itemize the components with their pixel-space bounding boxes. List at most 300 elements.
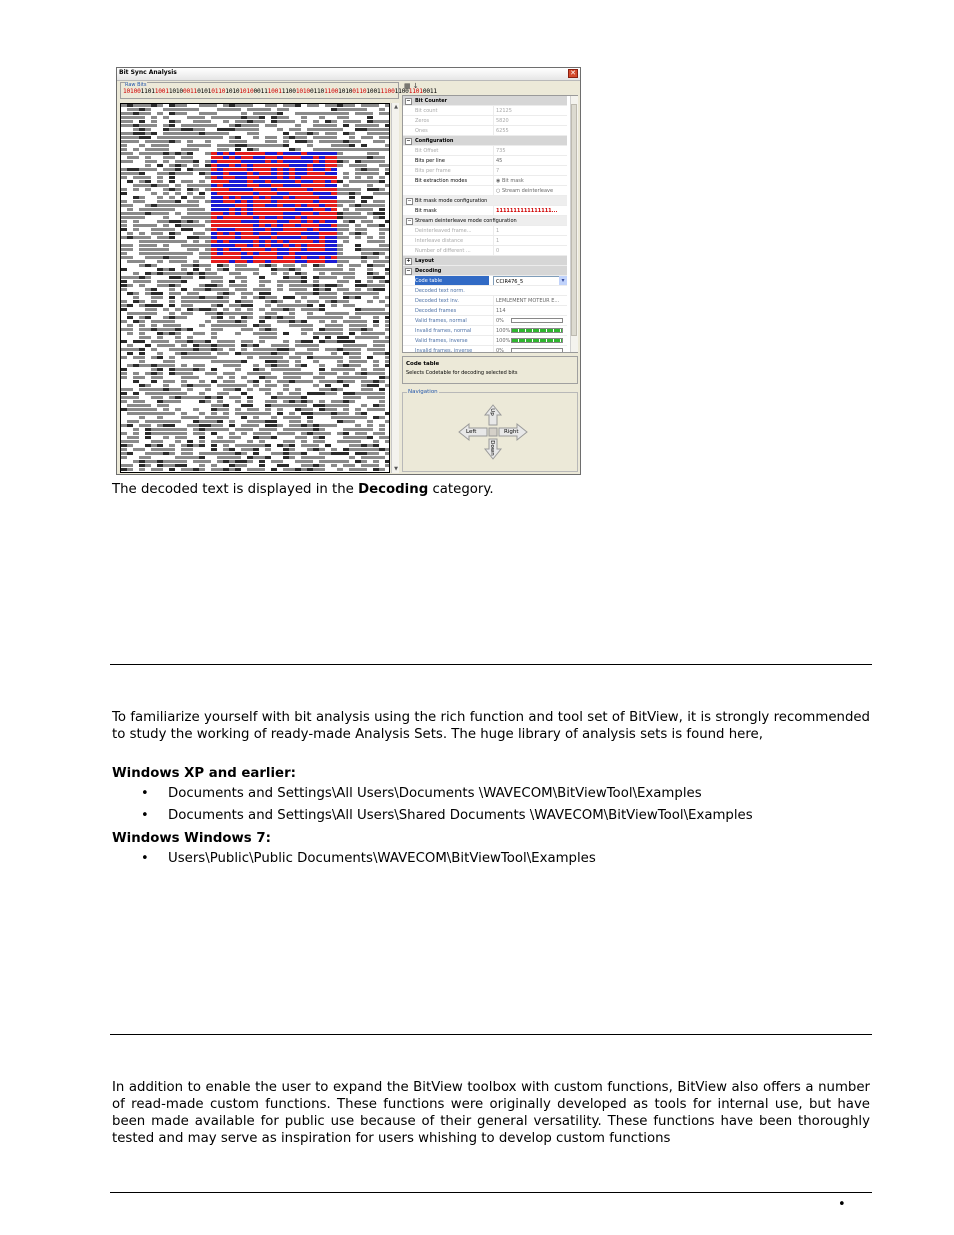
bit-cell xyxy=(325,300,331,303)
bit-cell xyxy=(271,272,277,275)
bit-cell xyxy=(199,208,205,211)
bit-cell xyxy=(187,160,193,163)
nav-left-button[interactable]: Left xyxy=(466,429,477,435)
raw-bits-group xyxy=(120,82,437,99)
bit-cell xyxy=(325,384,331,387)
bit-cell xyxy=(235,112,241,115)
bit-cell xyxy=(385,236,389,239)
bit-cell xyxy=(181,216,187,219)
bit-cell xyxy=(295,168,301,171)
bit-cell xyxy=(367,276,373,279)
bit-cell xyxy=(169,424,175,427)
bit-cell xyxy=(319,332,325,335)
bit-cell xyxy=(163,308,169,311)
bit-cell xyxy=(271,228,277,231)
bit-cell xyxy=(199,156,205,159)
bit-cell xyxy=(355,248,361,251)
bit-cell xyxy=(343,428,349,431)
property-grid xyxy=(402,95,578,353)
property-name: Bit Counter xyxy=(415,98,448,104)
bit-cell xyxy=(205,340,211,343)
bit-cell xyxy=(259,176,265,179)
bit-cell xyxy=(253,448,259,451)
bit-cell xyxy=(271,428,277,431)
bit-cell xyxy=(211,176,217,179)
bit-cell xyxy=(205,188,211,191)
bit-cell xyxy=(127,372,133,375)
property-grid-scrollbar[interactable] xyxy=(570,96,578,352)
bit-cell xyxy=(127,268,133,271)
bit-cell xyxy=(343,432,349,435)
bit-cell xyxy=(235,196,241,199)
bit-cell xyxy=(277,264,283,267)
nav-down-button[interactable]: Down xyxy=(488,440,495,456)
bit-cell xyxy=(157,264,163,267)
bit-cell xyxy=(265,144,271,147)
bit-cell xyxy=(343,132,349,135)
bit-cell xyxy=(253,228,259,231)
frame-ratio-bar xyxy=(511,348,563,353)
bit-cell xyxy=(325,388,331,391)
property-value[interactable]: CCIR476_5 xyxy=(493,276,567,286)
collapse-icon[interactable]: − xyxy=(406,138,411,144)
bit-cell xyxy=(337,128,343,131)
categorized-icon[interactable]: ▦ xyxy=(404,82,411,90)
bit-cell xyxy=(271,112,277,115)
bit-cell xyxy=(247,140,253,143)
bit-cell xyxy=(229,400,235,403)
bit-cell xyxy=(319,392,325,395)
property-category[interactable] xyxy=(403,256,567,266)
bit-cell xyxy=(355,116,361,119)
bit-cell xyxy=(241,296,247,299)
property-category[interactable] xyxy=(403,266,567,276)
bit-cell xyxy=(355,356,361,359)
property-row[interactable] xyxy=(403,126,567,136)
property-name: Decoding xyxy=(415,268,442,274)
bit-cell xyxy=(253,256,259,259)
bit-cell xyxy=(355,304,361,307)
property-value[interactable]: 5820 xyxy=(493,116,567,126)
bit-cell xyxy=(139,132,145,135)
raw-bits-segment: 1100 xyxy=(380,88,395,95)
bit-cell xyxy=(385,164,389,167)
property-row[interactable] xyxy=(403,306,567,316)
bit-cell xyxy=(157,192,163,195)
scrollbar-thumb[interactable] xyxy=(571,104,577,336)
bit-cell xyxy=(331,440,337,443)
bit-cell xyxy=(163,388,169,391)
bit-cell xyxy=(319,144,325,147)
bit-cell xyxy=(253,260,259,263)
property-row[interactable] xyxy=(403,146,567,156)
bit-cell xyxy=(295,324,301,327)
bit-cell xyxy=(361,136,367,139)
property-category[interactable] xyxy=(403,96,567,106)
bit-cell xyxy=(331,300,337,303)
bit-cell xyxy=(271,444,277,447)
bit-cell xyxy=(199,128,205,131)
bit-cell xyxy=(193,260,199,263)
bit-cell xyxy=(169,104,175,107)
bit-cell xyxy=(211,304,217,307)
property-row[interactable] xyxy=(403,336,567,346)
bit-cell xyxy=(139,180,145,183)
bit-cell xyxy=(217,356,223,359)
property-row[interactable] xyxy=(403,116,567,126)
bit-cell xyxy=(217,468,223,471)
property-row[interactable] xyxy=(403,186,567,196)
bit-cell xyxy=(277,240,283,243)
bit-cell xyxy=(211,224,217,227)
bit-cell xyxy=(253,288,259,291)
bit-cell xyxy=(163,464,169,467)
bit-cell xyxy=(337,440,343,443)
bit-cell xyxy=(151,380,157,383)
bit-cell xyxy=(343,344,349,347)
bit-cell xyxy=(265,184,271,187)
bit-cell xyxy=(283,308,289,311)
bit-cell xyxy=(187,280,193,283)
alphabetical-icon[interactable]: ↓ xyxy=(412,82,419,90)
bit-cell xyxy=(199,220,205,223)
property-category[interactable] xyxy=(403,216,567,226)
bit-cell xyxy=(331,120,337,123)
bit-cell xyxy=(331,356,337,359)
window-title: Bit Sync Analysis xyxy=(119,69,177,76)
property-value[interactable]: ○ Stream deinterleave xyxy=(493,186,567,196)
bit-cell xyxy=(223,444,229,447)
property-value[interactable]: ◉ Bit mask xyxy=(493,176,567,186)
bit-cell xyxy=(301,272,307,275)
property-row[interactable] xyxy=(403,296,567,306)
scroll-up-icon[interactable]: ▲ xyxy=(394,104,398,110)
bit-cell xyxy=(271,296,277,299)
bit-cell xyxy=(211,300,217,303)
bit-cell xyxy=(247,428,253,431)
bit-cell xyxy=(379,216,385,219)
property-value[interactable]: 735 xyxy=(493,146,567,156)
bit-cell xyxy=(301,216,307,219)
bit-cell xyxy=(235,404,241,407)
bit-cell xyxy=(361,300,367,303)
bit-cell xyxy=(301,132,307,135)
bit-cell xyxy=(319,428,325,431)
bit-cell xyxy=(217,240,223,243)
bit-cell xyxy=(235,456,241,459)
bit-cell xyxy=(295,428,301,431)
bit-cell xyxy=(295,140,301,143)
property-value[interactable]: 0% xyxy=(493,346,567,353)
bit-cell xyxy=(127,224,133,227)
bit-cell xyxy=(181,160,187,163)
bit-cell xyxy=(205,448,211,451)
property-row[interactable] xyxy=(403,206,567,216)
bit-cell xyxy=(223,284,229,287)
bit-cell xyxy=(223,116,229,119)
bit-cell xyxy=(379,108,385,111)
bit-cell xyxy=(157,336,163,339)
bit-cell xyxy=(205,436,211,439)
bit-cell xyxy=(217,136,223,139)
bit-cell xyxy=(307,432,313,435)
property-value[interactable]: 6255 xyxy=(493,126,567,136)
bit-cell xyxy=(385,212,389,215)
bit-cell xyxy=(193,440,199,443)
bit-cell xyxy=(313,380,319,383)
property-row[interactable] xyxy=(403,106,567,116)
collapse-icon[interactable]: − xyxy=(407,218,412,224)
bit-cell xyxy=(181,252,187,255)
bit-cell xyxy=(151,272,157,275)
bit-cell xyxy=(139,136,145,139)
bit-cell xyxy=(253,456,259,459)
bit-cell xyxy=(247,268,253,271)
property-value[interactable]: 100% xyxy=(493,336,567,346)
bit-cell xyxy=(373,180,379,183)
bit-cell xyxy=(139,236,145,239)
bit-cell xyxy=(139,140,145,143)
bit-cell xyxy=(169,408,175,411)
bit-cell xyxy=(265,168,271,171)
bit-cell xyxy=(193,348,199,351)
bit-cell xyxy=(175,468,181,471)
bit-cell xyxy=(289,308,295,311)
bit-cell xyxy=(187,228,193,231)
bit-cell xyxy=(181,112,187,115)
bit-cell xyxy=(295,252,301,255)
bit-cell xyxy=(385,452,389,455)
bit-cell xyxy=(259,388,265,391)
bit-cell xyxy=(385,292,389,295)
property-value[interactable]: 7 xyxy=(493,166,567,176)
bit-cell xyxy=(127,108,133,111)
bit-cell xyxy=(187,144,193,147)
bit-cell xyxy=(121,180,127,183)
bit-cell xyxy=(127,464,133,467)
bit-cell xyxy=(163,376,169,379)
bit-cell xyxy=(187,428,193,431)
property-row[interactable] xyxy=(403,246,567,256)
bit-cell xyxy=(349,172,355,175)
property-value[interactable]: LEMLEMENT MOTEUR E... xyxy=(493,296,567,306)
bit-cell xyxy=(151,288,157,291)
property-value[interactable]: 114 xyxy=(493,306,567,316)
bit-cell xyxy=(151,312,157,315)
bit-cell xyxy=(181,444,187,447)
property-category[interactable] xyxy=(403,136,567,146)
bit-cell xyxy=(301,248,307,251)
bit-cell xyxy=(175,132,181,135)
bit-cell xyxy=(313,228,319,231)
property-value[interactable]: 45 xyxy=(493,156,567,166)
bit-pattern-view[interactable] xyxy=(120,103,390,473)
bit-cell xyxy=(385,240,389,243)
bit-cell xyxy=(361,464,367,467)
bit-cell xyxy=(265,348,271,351)
property-row[interactable] xyxy=(403,286,567,296)
bit-cell xyxy=(319,368,325,371)
bit-cell xyxy=(247,164,253,167)
bit-cell xyxy=(163,448,169,451)
bit-cell xyxy=(325,204,331,207)
bit-cell xyxy=(265,260,271,263)
bit-cell xyxy=(313,364,319,367)
bit-cell xyxy=(343,124,349,127)
bit-view-scrollbar[interactable] xyxy=(391,103,399,473)
bit-cell xyxy=(211,368,217,371)
bit-cell xyxy=(307,460,313,463)
bit-cell xyxy=(319,456,325,459)
bit-cell xyxy=(241,144,247,147)
bit-cell xyxy=(157,428,163,431)
bit-cell xyxy=(373,132,379,135)
bit-cell xyxy=(367,348,373,351)
bit-cell xyxy=(175,456,181,459)
property-row[interactable] xyxy=(403,226,567,236)
bit-cell xyxy=(289,108,295,111)
bit-cell xyxy=(319,364,325,367)
bit-cell xyxy=(283,240,289,243)
bit-cell xyxy=(367,384,373,387)
property-value[interactable]: 0 xyxy=(493,246,567,256)
bit-cell xyxy=(313,464,319,467)
bit-cell xyxy=(259,352,265,355)
bit-cell xyxy=(373,112,379,115)
bit-cell xyxy=(211,268,217,271)
bit-cell xyxy=(361,176,367,179)
bit-cell xyxy=(217,392,223,395)
bit-cell xyxy=(175,432,181,435)
bit-cell xyxy=(175,180,181,183)
property-row[interactable] xyxy=(403,156,567,166)
property-row[interactable] xyxy=(403,346,567,353)
property-value[interactable]: 1 xyxy=(493,236,567,246)
bit-cell xyxy=(325,368,331,371)
property-value[interactable]: 100% xyxy=(493,326,567,336)
bit-cell xyxy=(343,280,349,283)
expand-icon[interactable]: + xyxy=(406,258,411,264)
bit-cell xyxy=(157,352,163,355)
bit-cell xyxy=(301,360,307,363)
chevron-down-icon[interactable]: ▾ xyxy=(559,276,567,285)
property-value[interactable]: 1111111111111111... xyxy=(493,206,567,216)
bit-cell xyxy=(205,296,211,299)
bit-cell xyxy=(247,284,253,287)
property-category[interactable] xyxy=(403,196,567,206)
bit-cell xyxy=(277,188,283,191)
bit-cell xyxy=(295,404,301,407)
bit-cell xyxy=(127,316,133,319)
property-value[interactable]: 1 xyxy=(493,226,567,236)
bit-cell xyxy=(295,388,301,391)
collapse-icon[interactable]: − xyxy=(406,98,411,104)
bit-cell xyxy=(379,424,385,427)
footer-divider xyxy=(110,1192,872,1193)
bit-cell xyxy=(379,404,385,407)
bit-cell xyxy=(145,308,151,311)
property-row[interactable] xyxy=(403,166,567,176)
bit-cell xyxy=(373,284,379,287)
bit-cell xyxy=(241,404,247,407)
bit-cell xyxy=(355,268,361,271)
bit-cell xyxy=(253,156,259,159)
bit-cell xyxy=(187,408,193,411)
bit-cell xyxy=(229,312,235,315)
bit-cell xyxy=(265,104,271,107)
bit-cell xyxy=(385,116,389,119)
bit-cell xyxy=(361,416,367,419)
bit-cell xyxy=(175,160,181,163)
bit-cell xyxy=(223,336,229,339)
close-icon[interactable]: ✕ xyxy=(568,69,578,78)
bit-cell xyxy=(133,328,139,331)
bit-cell xyxy=(331,400,337,403)
bit-cell xyxy=(349,220,355,223)
nav-up-button[interactable]: Up xyxy=(488,408,495,416)
bit-cell xyxy=(343,444,349,447)
bit-cell xyxy=(157,328,163,331)
bit-cell xyxy=(169,260,175,263)
bit-cell xyxy=(349,452,355,455)
bit-cell xyxy=(139,420,145,423)
bit-cell xyxy=(313,324,319,327)
bit-cell xyxy=(355,368,361,371)
bit-cell xyxy=(301,204,307,207)
collapse-icon[interactable]: − xyxy=(407,198,412,204)
bit-cell xyxy=(379,364,385,367)
property-row[interactable] xyxy=(403,176,567,186)
bit-cell xyxy=(241,420,247,423)
bit-cell xyxy=(217,464,223,467)
bit-cell xyxy=(181,336,187,339)
bit-cell xyxy=(121,300,127,303)
bit-cell xyxy=(151,248,157,251)
bit-cell xyxy=(199,452,205,455)
property-value[interactable]: 12125 xyxy=(493,106,567,116)
bit-cell xyxy=(283,300,289,303)
bit-cell xyxy=(283,168,289,171)
bit-cell xyxy=(205,120,211,123)
property-row[interactable] xyxy=(403,326,567,336)
bit-cell xyxy=(331,180,337,183)
bit-cell xyxy=(139,372,145,375)
bit-cell xyxy=(307,180,313,183)
property-row[interactable] xyxy=(403,236,567,246)
collapse-icon[interactable]: − xyxy=(406,268,411,274)
bit-cell xyxy=(139,392,145,395)
bit-cell xyxy=(319,436,325,439)
bit-cell xyxy=(379,356,385,359)
bit-cell xyxy=(157,236,163,239)
bit-cell xyxy=(283,148,289,151)
bit-cell xyxy=(151,408,157,411)
nav-right-button[interactable]: Right xyxy=(504,429,519,435)
bit-cell xyxy=(199,388,205,391)
bit-cell xyxy=(241,464,247,467)
bit-cell xyxy=(235,244,241,247)
property-row[interactable] xyxy=(403,276,567,286)
bit-cell xyxy=(121,412,127,415)
bit-cell xyxy=(127,356,133,359)
scroll-down-icon[interactable]: ▼ xyxy=(394,466,398,472)
bit-cell xyxy=(121,196,127,199)
bit-cell xyxy=(355,124,361,127)
property-value[interactable]: 0% xyxy=(493,316,567,326)
bit-cell xyxy=(187,400,193,403)
property-row[interactable] xyxy=(403,316,567,326)
bit-cell xyxy=(313,264,319,267)
